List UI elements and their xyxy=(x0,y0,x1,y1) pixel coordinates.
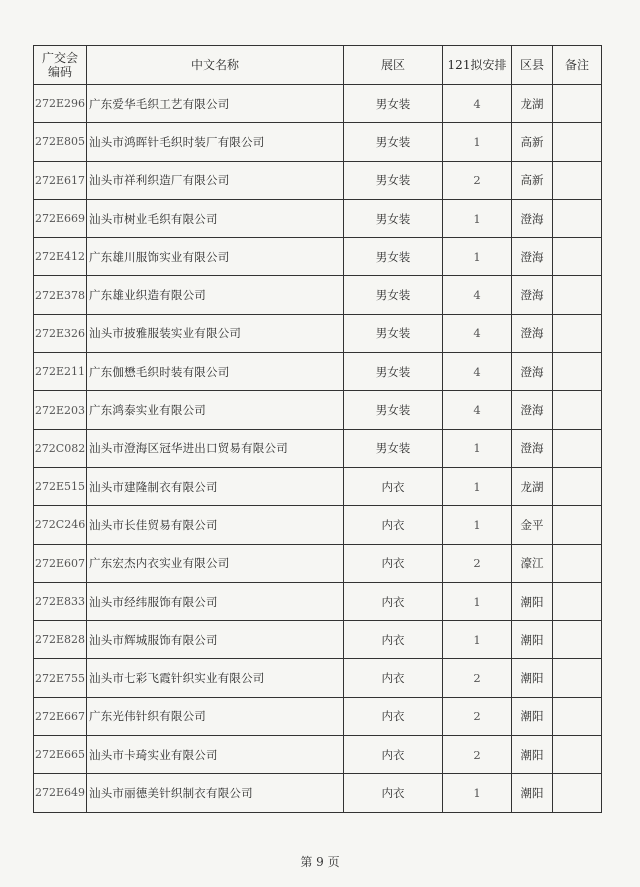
cell-booths: 2 xyxy=(443,659,512,697)
cell-zone: 内衣 xyxy=(344,736,443,774)
table-row xyxy=(34,85,602,123)
cell-district: 澄海 xyxy=(512,238,553,276)
cell-remarks xyxy=(553,161,602,199)
cell-remarks xyxy=(553,659,602,697)
cell-district: 澄海 xyxy=(512,429,553,467)
cell-code: 272E667 xyxy=(34,697,87,735)
cell-code: 272C082 xyxy=(34,429,87,467)
cell-remarks xyxy=(553,238,602,276)
cell-company-name: 汕头市长佳贸易有限公司 xyxy=(87,506,344,544)
cell-booths: 4 xyxy=(443,314,512,352)
cell-code: 272E805 xyxy=(34,123,87,161)
cell-district: 澄海 xyxy=(512,391,553,429)
cell-zone: 男女装 xyxy=(344,391,443,429)
header-row xyxy=(34,46,602,85)
cell-district: 金平 xyxy=(512,506,553,544)
header-code-line1: 广交会 xyxy=(41,51,78,65)
cell-booths: 2 xyxy=(443,697,512,735)
table-row xyxy=(34,544,602,582)
table-row xyxy=(34,391,602,429)
cell-district: 潮阳 xyxy=(512,736,553,774)
header-district: 区县 xyxy=(512,46,553,85)
cell-zone: 内衣 xyxy=(344,506,443,544)
cell-company-name: 广东爱华毛织工艺有限公司 xyxy=(87,85,344,123)
header-remarks: 备注 xyxy=(553,46,602,85)
table-row xyxy=(34,506,602,544)
cell-company-name: 汕头市七彩飞霞针织实业有限公司 xyxy=(87,659,344,697)
cell-district: 澄海 xyxy=(512,314,553,352)
cell-district: 澄海 xyxy=(512,276,553,314)
table-row xyxy=(34,736,602,774)
table-row xyxy=(34,199,602,237)
cell-zone: 男女装 xyxy=(344,276,443,314)
cell-zone: 男女装 xyxy=(344,353,443,391)
cell-booths: 1 xyxy=(443,429,512,467)
cell-remarks xyxy=(553,621,602,659)
cell-company-name: 汕头市卡琦实业有限公司 xyxy=(87,736,344,774)
cell-booths: 2 xyxy=(443,736,512,774)
cell-remarks xyxy=(553,314,602,352)
cell-booths: 1 xyxy=(443,467,512,505)
cell-remarks xyxy=(553,353,602,391)
table-body xyxy=(34,85,602,813)
cell-company-name: 汕头市披雅服装实业有限公司 xyxy=(87,314,344,352)
cell-booths: 1 xyxy=(443,774,512,812)
cell-district: 濠江 xyxy=(512,544,553,582)
cell-company-name: 汕头市丽德美针织制衣有限公司 xyxy=(87,774,344,812)
cell-company-name: 汕头市辉城服饰有限公司 xyxy=(87,621,344,659)
cell-code: 272E617 xyxy=(34,161,87,199)
table-row xyxy=(34,276,602,314)
cell-zone: 内衣 xyxy=(344,774,443,812)
cell-zone: 内衣 xyxy=(344,621,443,659)
table-row xyxy=(34,429,602,467)
cell-code: 272E296 xyxy=(34,85,87,123)
cell-code: 272E828 xyxy=(34,621,87,659)
cell-code: 272E669 xyxy=(34,199,87,237)
cell-district: 澄海 xyxy=(512,353,553,391)
header-code xyxy=(34,46,87,85)
cell-company-name: 广东光伟针织有限公司 xyxy=(87,697,344,735)
page-number: 第 9 页 xyxy=(300,855,340,869)
cell-company-name: 汕头市祥利织造厂有限公司 xyxy=(87,161,344,199)
cell-code: 272E211 xyxy=(34,353,87,391)
cell-booths: 4 xyxy=(443,276,512,314)
cell-remarks xyxy=(553,774,602,812)
cell-zone: 男女装 xyxy=(344,199,443,237)
cell-remarks xyxy=(553,506,602,544)
cell-zone: 男女装 xyxy=(344,161,443,199)
cell-company-name: 汕头市经纬服饰有限公司 xyxy=(87,582,344,620)
cell-remarks xyxy=(553,276,602,314)
cell-booths: 1 xyxy=(443,621,512,659)
cell-company-name: 汕头市澄海区冠华进出口贸易有限公司 xyxy=(87,429,344,467)
cell-booths: 1 xyxy=(443,123,512,161)
cell-code: 272E607 xyxy=(34,544,87,582)
cell-remarks xyxy=(553,697,602,735)
table-row xyxy=(34,353,602,391)
cell-zone: 男女装 xyxy=(344,123,443,161)
cell-code: 272E378 xyxy=(34,276,87,314)
cell-code: 272E755 xyxy=(34,659,87,697)
cell-code: 272E833 xyxy=(34,582,87,620)
table-row xyxy=(34,697,602,735)
header-booths: 121拟安排 xyxy=(443,46,512,85)
cell-remarks xyxy=(553,736,602,774)
cell-district: 潮阳 xyxy=(512,659,553,697)
cell-zone: 内衣 xyxy=(344,697,443,735)
cell-remarks xyxy=(553,85,602,123)
cell-company-name: 广东伽懋毛织时装有限公司 xyxy=(87,353,344,391)
cell-booths: 2 xyxy=(443,161,512,199)
cell-remarks xyxy=(553,429,602,467)
table-row xyxy=(34,123,602,161)
header-name: 中文名称 xyxy=(87,46,344,85)
cell-remarks xyxy=(553,544,602,582)
header-code-line2: 编码 xyxy=(47,65,72,79)
cell-zone: 男女装 xyxy=(344,429,443,467)
table-row xyxy=(34,467,602,505)
cell-company-name: 广东鸿泰实业有限公司 xyxy=(87,391,344,429)
cell-district: 澄海 xyxy=(512,199,553,237)
cell-zone: 内衣 xyxy=(344,659,443,697)
cell-remarks xyxy=(553,391,602,429)
cell-remarks xyxy=(553,199,602,237)
cell-zone: 内衣 xyxy=(344,544,443,582)
cell-company-name: 广东宏杰内衣实业有限公司 xyxy=(87,544,344,582)
cell-district: 潮阳 xyxy=(512,697,553,735)
cell-code: 272E326 xyxy=(34,314,87,352)
cell-booths: 1 xyxy=(443,199,512,237)
table-row xyxy=(34,659,602,697)
cell-code: 272E412 xyxy=(34,238,87,276)
cell-zone: 男女装 xyxy=(344,238,443,276)
cell-code: 272E203 xyxy=(34,391,87,429)
cell-zone: 内衣 xyxy=(344,582,443,620)
cell-district: 龙湖 xyxy=(512,467,553,505)
cell-district: 潮阳 xyxy=(512,774,553,812)
cell-booths: 1 xyxy=(443,238,512,276)
cell-remarks xyxy=(553,467,602,505)
cell-code: 272C246 xyxy=(34,506,87,544)
cell-booths: 4 xyxy=(443,85,512,123)
table-row xyxy=(34,582,602,620)
cell-booths: 1 xyxy=(443,506,512,544)
cell-code: 272E665 xyxy=(34,736,87,774)
cell-company-name: 汕头市鸿晖针毛织时装厂有限公司 xyxy=(87,123,344,161)
cell-company-name: 汕头市树业毛织有限公司 xyxy=(87,199,344,237)
table-row xyxy=(34,314,602,352)
cell-company-name: 广东雄业织造有限公司 xyxy=(87,276,344,314)
table-header xyxy=(34,46,602,85)
header-zone: 展区 xyxy=(344,46,443,85)
exhibitor-table xyxy=(33,45,602,813)
cell-booths: 1 xyxy=(443,582,512,620)
cell-booths: 4 xyxy=(443,391,512,429)
cell-district: 龙湖 xyxy=(512,85,553,123)
table-row xyxy=(34,621,602,659)
cell-zone: 男女装 xyxy=(344,314,443,352)
cell-remarks xyxy=(553,582,602,620)
cell-remarks xyxy=(553,123,602,161)
cell-district: 潮阳 xyxy=(512,582,553,620)
table-row xyxy=(34,161,602,199)
cell-district: 潮阳 xyxy=(512,621,553,659)
cell-code: 272E515 xyxy=(34,467,87,505)
cell-district: 高新 xyxy=(512,161,553,199)
cell-company-name: 广东雄川服饰实业有限公司 xyxy=(87,238,344,276)
table-row xyxy=(34,774,602,812)
cell-zone: 男女装 xyxy=(344,85,443,123)
table-row xyxy=(34,238,602,276)
cell-booths: 4 xyxy=(443,353,512,391)
cell-zone: 内衣 xyxy=(344,467,443,505)
cell-district: 高新 xyxy=(512,123,553,161)
cell-code: 272E649 xyxy=(34,774,87,812)
cell-company-name: 汕头市建隆制衣有限公司 xyxy=(87,467,344,505)
cell-booths: 2 xyxy=(443,544,512,582)
